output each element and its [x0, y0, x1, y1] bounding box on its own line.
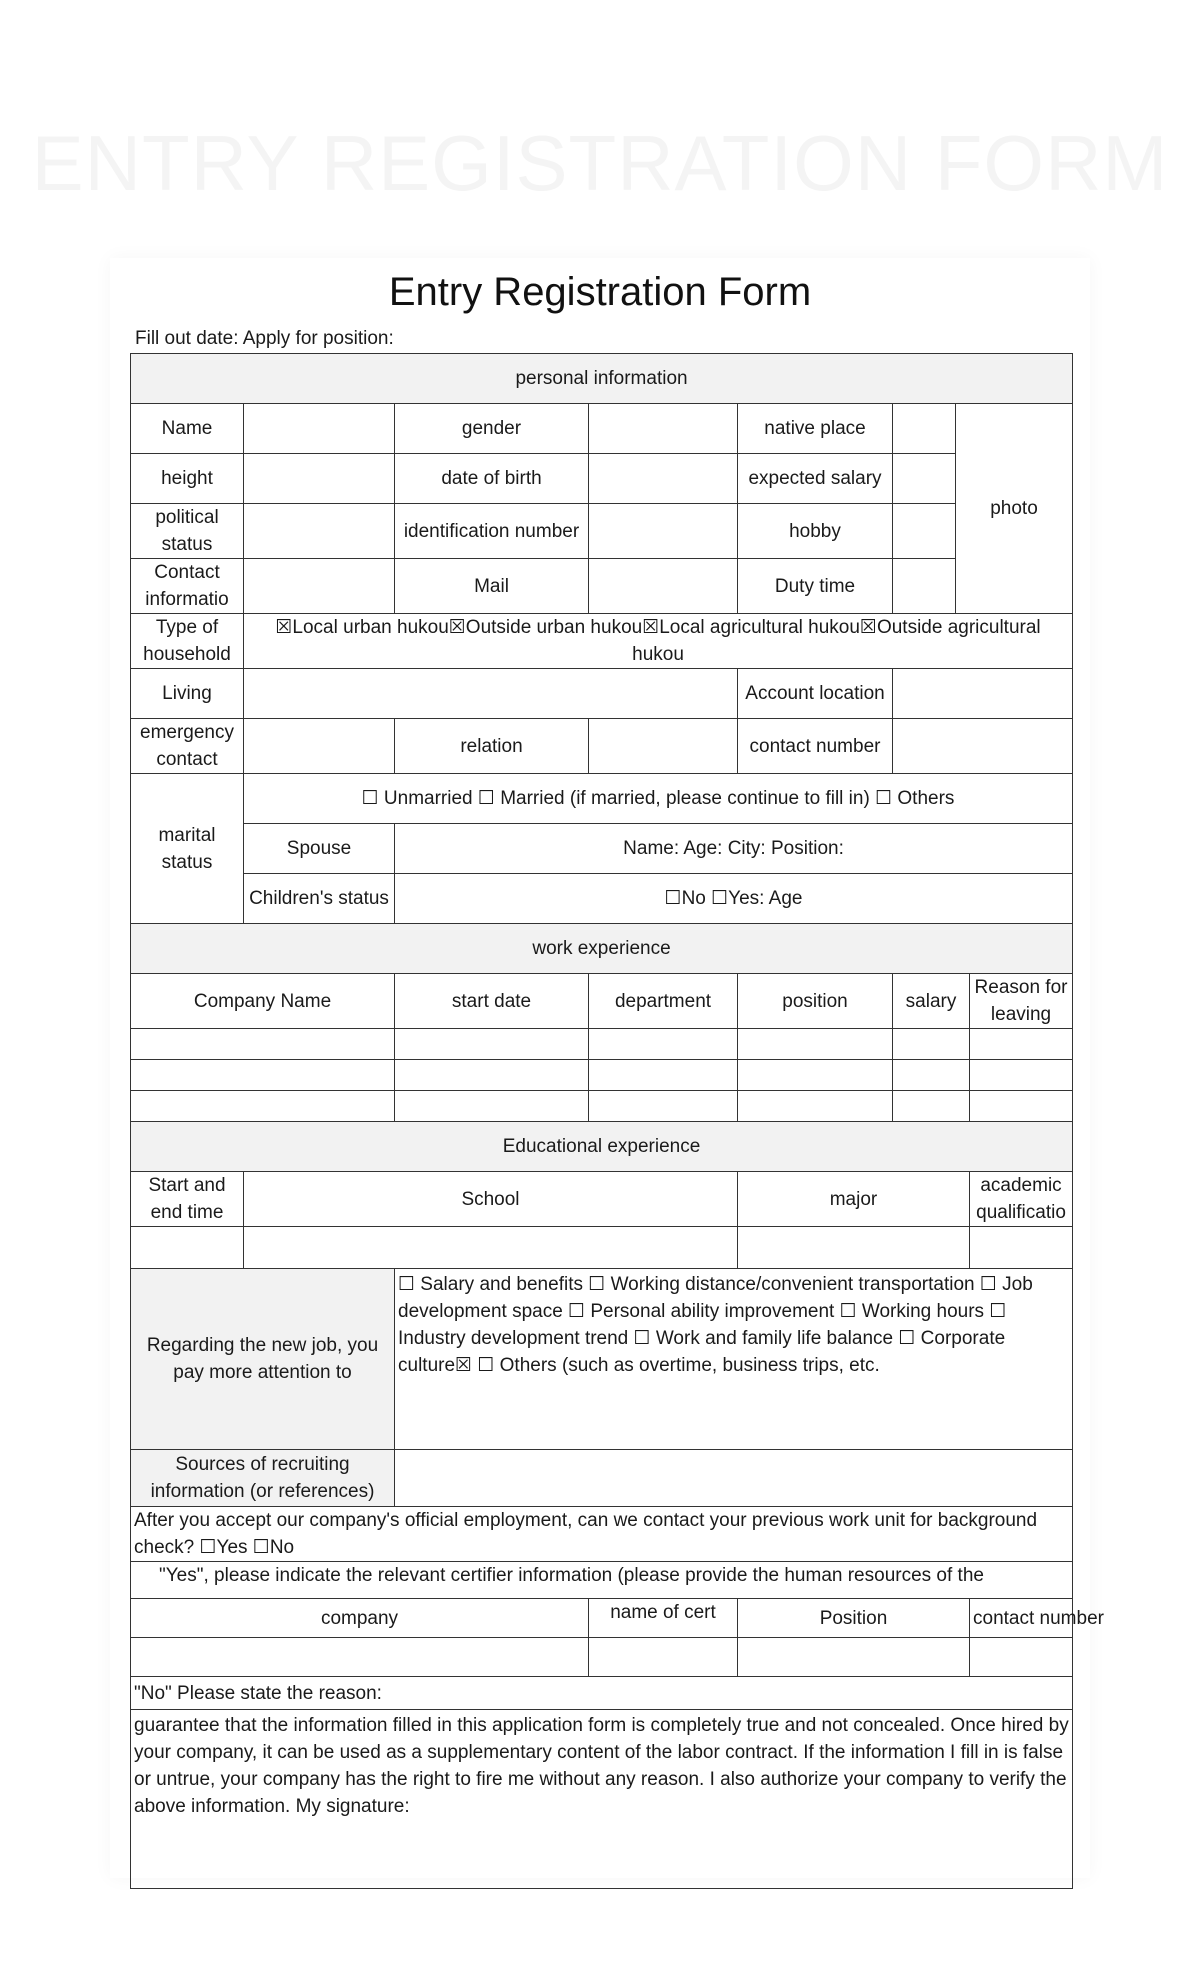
- recruiting-sources-field[interactable]: [395, 1450, 1073, 1507]
- work-cell[interactable]: [395, 1091, 589, 1122]
- work-header-salary: salary: [893, 974, 970, 1029]
- attention-options[interactable]: ☐ Salary and benefits ☐ Working distance/convenient transportation ☐ Job development space ☐ Personal ability improvement ☐ Working hours ☐ Industry development trend ☐ Work and family life balance ☐ Corporate culture☒ ☐ Others (such as overtime, business trips, etc.: [395, 1269, 1073, 1450]
- work-cell[interactable]: [970, 1029, 1073, 1060]
- household-type-label: Type of household: [131, 614, 244, 669]
- work-cell[interactable]: [738, 1029, 893, 1060]
- duty-time-label: Duty time: [738, 559, 893, 614]
- living-field[interactable]: [244, 669, 738, 719]
- mail-label: Mail: [395, 559, 589, 614]
- political-status-field[interactable]: [244, 504, 395, 559]
- education-header-major: major: [738, 1172, 970, 1227]
- certifier-header-name: name of cert: [589, 1599, 738, 1638]
- work-cell[interactable]: [893, 1029, 970, 1060]
- work-cell[interactable]: [131, 1060, 395, 1091]
- background-check-question[interactable]: After you accept our company's official employment, can we contact your previous work unit for background check? ☐Yes ☐No: [131, 1507, 1073, 1562]
- height-label: height: [131, 454, 244, 504]
- registration-form-table: [130, 353, 1104, 1889]
- certifier-header-contact: contact number: [970, 1599, 1073, 1638]
- marital-status-options[interactable]: ☐ Unmarried ☐ Married (if married, please continue to fill in) ☐ Others: [244, 774, 1073, 824]
- identification-number-field[interactable]: [589, 504, 738, 559]
- certifier-note: "Yes", please indicate the relevant certifier information (please provide the human resources of the: [131, 1562, 1073, 1599]
- native-place-field[interactable]: [893, 404, 956, 454]
- work-header-start-date: start date: [395, 974, 589, 1029]
- education-header-school: School: [244, 1172, 738, 1227]
- education-cell[interactable]: [970, 1227, 1073, 1269]
- hobby-label: hobby: [738, 504, 893, 559]
- work-cell[interactable]: [589, 1091, 738, 1122]
- work-cell[interactable]: [970, 1060, 1073, 1091]
- work-header-company: Company Name: [131, 974, 395, 1029]
- household-type-options[interactable]: ☒Local urban hukou☒Outside urban hukou☒Local agricultural hukou☒Outside agricultural hukou: [244, 614, 1073, 669]
- relation-field[interactable]: [589, 719, 738, 774]
- identification-number-label: identification number: [395, 504, 589, 559]
- relation-label: relation: [395, 719, 589, 774]
- living-label: Living: [131, 669, 244, 719]
- certifier-header-position: Position: [738, 1599, 970, 1638]
- work-cell[interactable]: [738, 1091, 893, 1122]
- watermark-title: ENTRY REGISTRATION FORM: [31, 119, 1169, 207]
- gender-label: gender: [395, 404, 589, 454]
- work-cell[interactable]: [970, 1091, 1073, 1122]
- work-header-department: department: [589, 974, 738, 1029]
- political-status-label: political status: [131, 504, 244, 559]
- education-cell[interactable]: [131, 1227, 244, 1269]
- contact-number-label: contact number: [738, 719, 893, 774]
- fill-out-line: Fill out date: Apply for position:: [135, 328, 394, 349]
- form-title: Entry Registration Form: [388, 270, 812, 314]
- account-location-field[interactable]: [893, 669, 1073, 719]
- children-options[interactable]: ☐No ☐Yes: Age: [395, 874, 1073, 924]
- emergency-contact-label: emergency contact: [131, 719, 244, 774]
- education-header-time: Start and end time: [131, 1172, 244, 1227]
- attention-label: Regarding the new job, you pay more attention to: [131, 1269, 395, 1450]
- work-cell[interactable]: [893, 1060, 970, 1091]
- work-header-position: position: [738, 974, 893, 1029]
- photo-box[interactable]: photo: [956, 404, 1073, 614]
- childrens-status-label: Children's status: [244, 874, 395, 924]
- hobby-field[interactable]: [893, 504, 956, 559]
- height-field[interactable]: [244, 454, 395, 504]
- declaration-text[interactable]: guarantee that the information filled in this application form is completely true and not concealed. Once hired by your company, it can be used as a supplementary content of the labor contract. If the information I fill in is false or untrue, your company has the right to fire me without any reason. I also authorize your company to verify the above information. My signature:: [131, 1710, 1073, 1889]
- work-cell[interactable]: [589, 1060, 738, 1091]
- work-cell[interactable]: [589, 1029, 738, 1060]
- education-header-qualification: academic qualificatio: [970, 1172, 1073, 1227]
- contact-number-field[interactable]: [893, 719, 1073, 774]
- date-of-birth-field[interactable]: [589, 454, 738, 504]
- contact-information-field[interactable]: [244, 559, 395, 614]
- account-location-label: Account location: [738, 669, 893, 719]
- spouse-fields[interactable]: Name: Age: City: Position:: [395, 824, 1073, 874]
- work-experience-heading: work experience: [131, 924, 1073, 974]
- name-field[interactable]: [244, 404, 395, 454]
- mail-field[interactable]: [589, 559, 738, 614]
- native-place-label: native place: [738, 404, 893, 454]
- education-cell[interactable]: [244, 1227, 738, 1269]
- certifier-cell[interactable]: [738, 1638, 970, 1677]
- education-cell[interactable]: [738, 1227, 970, 1269]
- date-of-birth-label: date of birth: [395, 454, 589, 504]
- emergency-contact-field[interactable]: [244, 719, 395, 774]
- certifier-cell[interactable]: [589, 1638, 738, 1677]
- personal-info-heading: personal information: [131, 354, 1073, 404]
- expected-salary-label: expected salary: [738, 454, 893, 504]
- work-cell[interactable]: [893, 1091, 970, 1122]
- work-cell[interactable]: [738, 1060, 893, 1091]
- contact-information-label: Contact informatio: [131, 559, 244, 614]
- name-label: Name: [131, 404, 244, 454]
- work-cell[interactable]: [395, 1060, 589, 1091]
- duty-time-field[interactable]: [893, 559, 956, 614]
- work-cell[interactable]: [131, 1029, 395, 1060]
- no-reason-line[interactable]: "No" Please state the reason:: [131, 1677, 1073, 1710]
- education-heading: Educational experience: [131, 1122, 1073, 1172]
- expected-salary-field[interactable]: [893, 454, 956, 504]
- spouse-label: Spouse: [244, 824, 395, 874]
- gender-field[interactable]: [589, 404, 738, 454]
- work-cell[interactable]: [395, 1029, 589, 1060]
- work-header-reason: Reason for leaving: [970, 974, 1073, 1029]
- certifier-cell[interactable]: [131, 1638, 589, 1677]
- work-cell[interactable]: [131, 1091, 395, 1122]
- recruiting-sources-label: Sources of recruiting information (or references): [131, 1450, 395, 1507]
- certifier-cell[interactable]: [970, 1638, 1073, 1677]
- certifier-header-company: company: [131, 1599, 589, 1638]
- marital-status-label: marital status: [131, 774, 244, 924]
